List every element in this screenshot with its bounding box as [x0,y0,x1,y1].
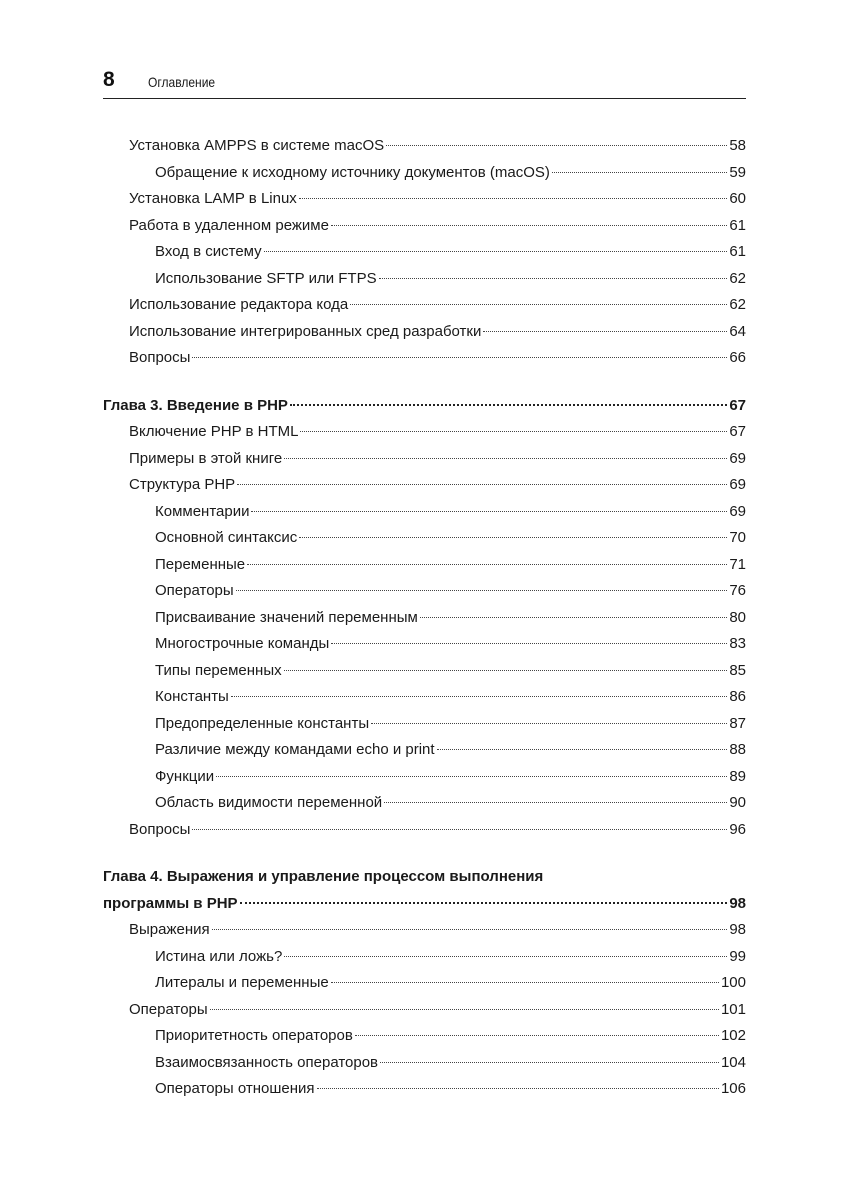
toc-entry[interactable] [103,213,746,240]
toc-entry-page: 86 [729,688,746,705]
table-of-contents [103,133,746,1103]
toc-entry-page: 99 [729,947,746,965]
dot-leader [552,172,727,173]
toc-chapter-title-line1: Глава 4. Выражения и управление процессом выполнения [103,868,544,885]
toc-entry[interactable] [103,552,746,579]
toc-entry-title: Приоритетность операторов [155,1023,353,1050]
toc-entry-title: Структура PHP [129,472,235,499]
toc-entry-title: Вопросы [129,345,190,372]
toc-entry-page: 59 [729,163,746,181]
toc-entry-title: Основной синтаксис [155,525,297,552]
toc-entry-title: Примеры в этой книге [129,446,282,473]
toc-entry-title: Предопределенные константы [155,711,369,738]
toc-entry-page: 66 [729,349,746,366]
dot-leader [284,956,727,957]
dot-leader [192,357,727,358]
toc-entry-title: Операторы [129,997,208,1024]
dot-leader [284,670,728,671]
dot-leader [216,776,727,777]
toc-entry-page: 69 [729,476,746,493]
toc-entry-page: 58 [729,137,746,154]
toc-entry-page: 96 [729,820,746,838]
toc-entry[interactable] [103,186,746,213]
toc-entry[interactable] [103,917,746,944]
toc-entry-page: 102 [720,1027,746,1044]
toc-chapter-title: Глава 3. Введение в PHP [103,393,288,420]
toc-chapter-4-entries [103,917,746,1103]
dot-leader [264,251,728,252]
running-title: Оглавление [148,74,216,90]
dot-leader [231,696,727,697]
dot-leader [384,802,727,803]
toc-entry[interactable] [103,345,746,372]
toc-entry-title: Многострочные команды [155,631,329,658]
toc-entry-title: Использование SFTP или FTPS [155,266,377,293]
toc-entry-title: Различие между командами echo и print [155,737,435,764]
dot-leader [420,617,727,618]
toc-entry-page: 62 [729,269,746,287]
dot-leader [331,643,727,644]
toc-entry-page: 69 [729,449,746,467]
toc-chapter-page: 98 [729,894,746,912]
dot-leader [240,902,728,904]
dot-leader [284,458,727,459]
toc-entry-page: 62 [729,296,746,313]
toc-chapter-heading[interactable] [103,891,746,918]
toc-entry-page: 61 [729,216,746,234]
dot-leader [437,749,728,750]
toc-entry[interactable] [103,1076,746,1103]
toc-entry-title: Литералы и переменные [155,970,329,997]
dot-leader [251,511,727,512]
dot-leader [192,829,727,830]
toc-entry[interactable] [103,790,746,817]
toc-entry-title: Включение PHP в HTML [129,419,298,446]
toc-entry-title: Присваивание значений переменным [155,605,418,632]
toc-entry-title: Типы переменных [155,658,282,685]
toc-entry[interactable] [103,419,746,446]
dot-leader [299,198,728,199]
toc-entry-page: 98 [729,921,746,938]
section-gap [103,843,746,864]
dot-leader [386,145,727,146]
toc-entry-title: Операторы отношения [155,1076,315,1103]
dot-leader [212,929,728,930]
dot-leader [331,225,727,226]
toc-entry[interactable] [103,1023,746,1050]
toc-entry-page: 67 [729,423,746,440]
toc-entry-title: Вопросы [129,817,190,844]
dot-leader [210,1009,719,1010]
dot-leader [379,278,728,279]
toc-entry-title: Использование интегрированных сред разработки [129,319,481,346]
toc-entry-page: 85 [729,661,746,679]
toc-entry[interactable] [103,684,746,711]
toc-entry[interactable] [103,944,746,971]
dot-leader [350,304,727,305]
toc-chapter-3 [103,393,746,844]
toc-entry[interactable] [103,631,746,658]
toc-entry[interactable] [103,764,746,791]
toc-entry-title: Работа в удаленном режиме [129,213,329,240]
toc-entry-title: Вход в систему [155,239,262,266]
toc-entry[interactable] [103,319,746,346]
toc-entry-title: Переменные [155,552,245,579]
toc-entry[interactable] [103,472,746,499]
dot-leader [355,1035,719,1036]
toc-entry-page: 69 [729,502,746,520]
toc-entry[interactable] [103,605,746,632]
toc-entry-page: 64 [729,322,746,340]
dot-leader [290,404,727,406]
toc-entry-title: Константы [155,684,229,711]
toc-entry[interactable] [103,737,746,764]
dot-leader [300,431,727,432]
toc-entry-page: 71 [729,555,746,573]
toc-entry-page: 88 [729,741,746,758]
dot-leader [299,537,727,538]
toc-entry-title: Установка AMPPS в системе macOS [129,133,384,160]
toc-entry-page: 60 [729,190,746,207]
toc-entry-page: 106 [720,1080,746,1097]
toc-entry[interactable] [103,266,746,293]
dot-leader [236,590,728,591]
toc-entry-page: 83 [729,635,746,652]
toc-entry-title: Выражения [129,917,210,944]
toc-entry[interactable] [103,160,746,187]
toc-entry[interactable] [103,997,746,1024]
dot-leader [380,1062,719,1063]
toc-chapter-heading[interactable] [103,393,746,420]
toc-chapter-page: 67 [729,396,746,414]
dot-leader [483,331,727,332]
toc-entry[interactable] [103,578,746,605]
toc-entry-title: Взаимосвязанность операторов [155,1050,378,1077]
toc-entry[interactable] [103,658,746,685]
toc-entry-title: Функции [155,764,214,791]
toc-entry[interactable] [103,499,746,526]
page-header [103,66,746,99]
toc-entry[interactable] [103,525,746,552]
toc-entry-page: 61 [729,243,746,260]
toc-chapter-3-entries [103,419,746,843]
dot-leader [247,564,727,565]
toc-entry-page: 90 [729,794,746,811]
dot-leader [237,484,727,485]
toc-entry-title: Использование редактора кода [129,292,348,319]
dot-leader [317,1088,719,1089]
toc-entry-title: Область видимости переменной [155,790,382,817]
toc-entry-page: 101 [720,1000,746,1018]
toc-entry-page: 76 [729,582,746,599]
toc-entry-page: 100 [720,974,746,991]
toc-entry-page: 70 [729,529,746,546]
toc-entry-page: 104 [720,1053,746,1071]
toc-entry-title: Обращение к исходному источнику документов (macOS) [155,160,550,187]
toc-entry-page: 87 [729,714,746,732]
dot-leader [331,982,719,983]
toc-entry-title: Комментарии [155,499,249,526]
toc-entry[interactable] [103,239,746,266]
toc-entry-page: 89 [729,767,746,785]
toc-entry[interactable] [103,292,746,319]
toc-entry[interactable] [103,1050,746,1077]
toc-entry[interactable] [103,133,746,160]
toc-section-continued [103,133,746,372]
dot-leader [371,723,727,724]
toc-chapter-4 [103,864,746,1103]
toc-entry-title: Установка LAMP в Linux [129,186,297,213]
toc-entry[interactable] [103,970,746,997]
section-gap [103,372,746,393]
page-number: 8 [103,68,115,91]
toc-entry[interactable] [103,446,746,473]
toc-entry[interactable] [103,711,746,738]
toc-entry-title: Истина или ложь? [155,944,282,971]
toc-chapter-title-line2: программы в PHP [103,891,238,918]
toc-entry-page: 80 [729,608,746,626]
toc-entry[interactable] [103,817,746,844]
toc-entry-title: Операторы [155,578,234,605]
